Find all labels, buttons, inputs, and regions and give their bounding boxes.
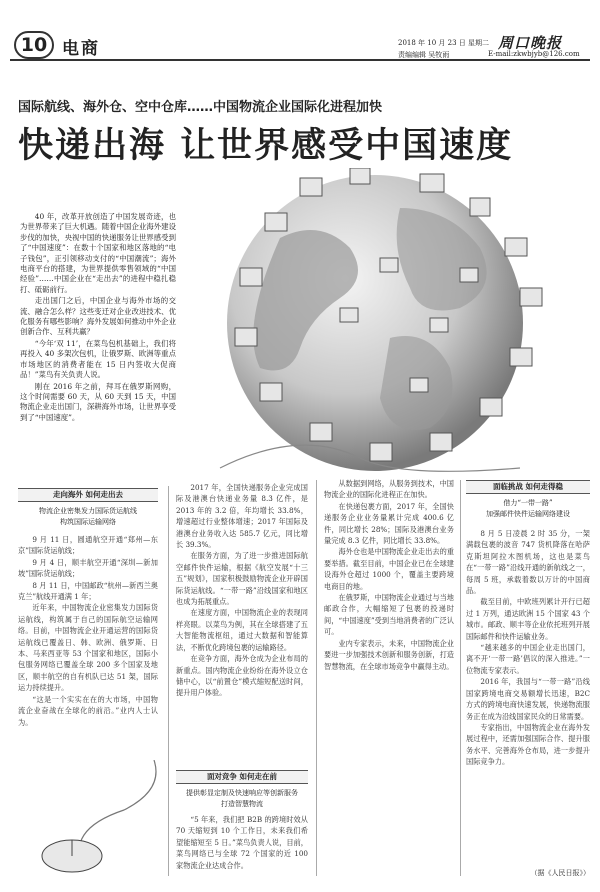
body-paragraph: 8 月 5 日凌晨 2 时 35 分，一架满载包裹的波音 747 货机降落在哈萨克斯坦阿拉木图机场，这也是菜鸟在“一带一路”沿线开通的新航线之一，每周 5 班，承载着数以万计的中国商品。 xyxy=(466,529,590,596)
right-body xyxy=(324,478,454,876)
intro-paragraph: 走出国门之后，中国企业与海外市场的交流、融合怎么样？这些变迁对企业改进技术、优化服务有哪些影响？海外发展如何推动中外企业创新合作、互利共赢？ xyxy=(20,296,176,337)
column-divider xyxy=(460,480,461,876)
intro-paragraph: 40 年，改革开放创造了中国发展奇迹，也为世界带来了巨大机遇。随着中国企业海外建设步伐的加快，央视中国的快递服务让世界感受到了“中国速度”：在数十个国家和地区落地的“电子钱包”，正引领移动支付的“中国潮流”；海外电商平台的搭建，为世界提供零售领域的“中国经验”……中国企业在“走出去”的进程中稳扎稳打、砥砺前行。 xyxy=(20,212,176,294)
deck-line: 物流企业密集发力国际货运航线 xyxy=(39,507,137,515)
editor-email: E-mail:zkwbjyb@126.com xyxy=(488,50,580,58)
globe-boxes-illustration xyxy=(160,168,580,478)
body-paragraph: 在速度方面，中国物流企业的表现同样亮眼。以菜鸟为例，其在全球搭建了五大智能物流枢纽，通过大数据和智能算法，不断优化跨境包裹的运输路径。 xyxy=(176,608,308,652)
section-deck xyxy=(176,788,308,810)
body-paragraph: 业内专家表示，未来，中国物流企业要进一步加强技术创新和服务创新，打造智慧物流，在全球市场竞争中赢得主动。 xyxy=(324,638,454,671)
intro-paragraph: 刚在 2016 年之前，拜耳在俄罗斯网购，这个时间需要 60 天，从 60 天到 15 天，中国物流企业走出国门，深耕海外市场，让世界享受到了“中国速度”。 xyxy=(20,381,176,422)
body-paragraph: 9 月 4 日，顺丰航空开通“深圳—新加坡”国际货运航线； xyxy=(18,557,158,579)
editor-credit: 责编编辑 吴牧雨 xyxy=(398,51,450,59)
body-paragraph: 在俄罗斯，中国物流企业通过与当地邮政合作，大幅缩短了包裹的投递时间，“中国速度”受到当地消费者的广泛认可。 xyxy=(324,593,454,637)
column-divider xyxy=(316,480,317,876)
body-paragraph: 从数据到网络，从服务到技术，中国物流企业的国际化进程正在加快。 xyxy=(324,479,454,500)
column-3 xyxy=(324,478,454,876)
column-2 xyxy=(176,482,308,878)
column-divider xyxy=(168,486,169,876)
page-number: 10 xyxy=(14,31,54,59)
section-deck xyxy=(466,498,590,520)
body-paragraph: “越来越多的中国企业走出国门，离不开‘一带一路’倡议的深入推进。”一位物流专家表示。 xyxy=(466,643,590,675)
body-paragraph: 2017 年，全国快递服务企业完成国际及港澳台快递业务量 8.3 亿件，是 2013 年的 3.2 倍，年均增长 33.8%，增速超过行业整体增速；2017 年国际及港澳台业务收入达 585.7 亿元，同比增长 39.3%。 xyxy=(176,483,308,550)
body-paragraph: 截至目前，中欧班列累计开行已超过 1 万列，通达欧洲 15 个国家 43 个城市。邮政、顺丰等企业依托班列开展国际邮件和快件运输业务。 xyxy=(466,597,590,641)
section-label: 面对竞争 如何走在前 xyxy=(176,770,308,784)
deck-line: 打造智慧物流 xyxy=(221,800,263,808)
body-paragraph: 在快递包裹方面，2017 年，全国快递服务企业业务量累计完成 400.6 亿件，同比增长 28%；国际及港澳台业务量完成 8.3 亿件，同比增长 33.8%。 xyxy=(324,501,454,546)
body-paragraph: 海外仓也是中国物流企业走出去的重要举措。截至目前，中国企业已在全球建设海外仓超过 1000 个，覆盖主要跨境电商目的地。 xyxy=(324,547,454,591)
section-body xyxy=(176,814,308,878)
article-kicker: 国际航线、海外仓、空中仓库……中国物流企业国际化进程加快 xyxy=(18,100,383,115)
body-paragraph: “5 年来，我们把 B2B 的跨境时效从 70 天缩短到 10 个工作日，未来我们希望能缩短至 5 日。”菜鸟负责人说，目前，菜鸟网络已与全球 72 个国家的近 100 家物流企业达成合作。 xyxy=(176,815,308,870)
body-paragraph: 专家指出，中国物流企业在海外发展过程中，还需加强国际合作、提升服务水平、完善海外仓布局，进一步提升国际竞争力。 xyxy=(466,722,590,767)
deck-line: 提供彰显定制及快速响应等创新服务 xyxy=(186,789,298,797)
body-paragraph: 2016 年，我国与“一带一路”沿线国家跨境电商交易额增长迅速，B2C 方式的跨境电商快速发展，快递物流服务正在成为沿线国家民众的日常需要。 xyxy=(466,677,590,721)
center-body xyxy=(176,482,308,764)
deck-line: 加强邮件快件运输网络建设 xyxy=(486,510,570,518)
section-body xyxy=(466,528,590,866)
deck-line: 构筑国际运输网络 xyxy=(60,518,116,526)
section-label: 走向海外 如何走出去 xyxy=(18,488,158,502)
mouse-illustration xyxy=(14,760,164,880)
body-paragraph: 近年来，中国物流企业密集发力国际货运航线，构筑属于自己的国际航空运输网络。目前，中国物流企业开通运营的国际货运航线已覆盖日、韩、欧洲、俄罗斯、日本、马来西亚等 53 个国家和地区，国际小包服务网络已覆盖全球 200 多个国家及地区，顺丰航空的自有机队已达 51 架，国际运力持续提升。 xyxy=(18,603,158,693)
section-name: 电商 xyxy=(62,39,100,59)
body-paragraph: 在服务方面，为了进一步推进国际航空邮件快件运输，根据《航空发展“十三五”规划》，国家积极鼓励物流企业开辟国际货运航线。“一带一路”沿线国家和地区也成为拓展重点。 xyxy=(176,551,308,607)
body-paragraph: 8 月 11 日，中国邮政“杭州—新西兰奥克兰”航线开通满 1 年； xyxy=(18,580,158,602)
article-intro xyxy=(20,212,176,424)
article-source: （据《人民日报》） xyxy=(530,869,590,877)
intro-paragraph: “今年‘双 11’，在菜鸟包机基础上，我们将再投入 40 多架次包机，让俄罗斯、欧洲等重点市场地区的消费者能在 15 日内签收大促商品！”菜鸟有关负责人说。 xyxy=(20,338,176,380)
body-paragraph: 在竞争方面，海外仓成为企业布局的新重点。国内物流企业纷纷在海外设立仓储中心，以“前置仓”模式缩短配送时间，提升用户体验。 xyxy=(176,654,308,698)
issue-date: 2018 年 10 月 23 日 星期二 xyxy=(398,39,489,47)
body-paragraph: “这是一个实实在在的大市场，中国物流企业奋战在全球化的前沿。”业内人士认为。 xyxy=(18,694,158,727)
section-deck xyxy=(18,506,158,528)
masthead-logo: 周口晚报 xyxy=(498,34,563,52)
body-paragraph: 9 月 11 日，圆通航空开通“郑州—东京”国际货运航线； xyxy=(18,535,158,556)
header-rule xyxy=(10,59,590,61)
section-label: 面临挑战 如何走得稳 xyxy=(466,480,590,494)
deck-line: 借力“一带一路” xyxy=(503,499,553,507)
article-headline: 快递出海 让世界感受中国速度 xyxy=(18,126,514,166)
column-4 xyxy=(466,480,590,878)
